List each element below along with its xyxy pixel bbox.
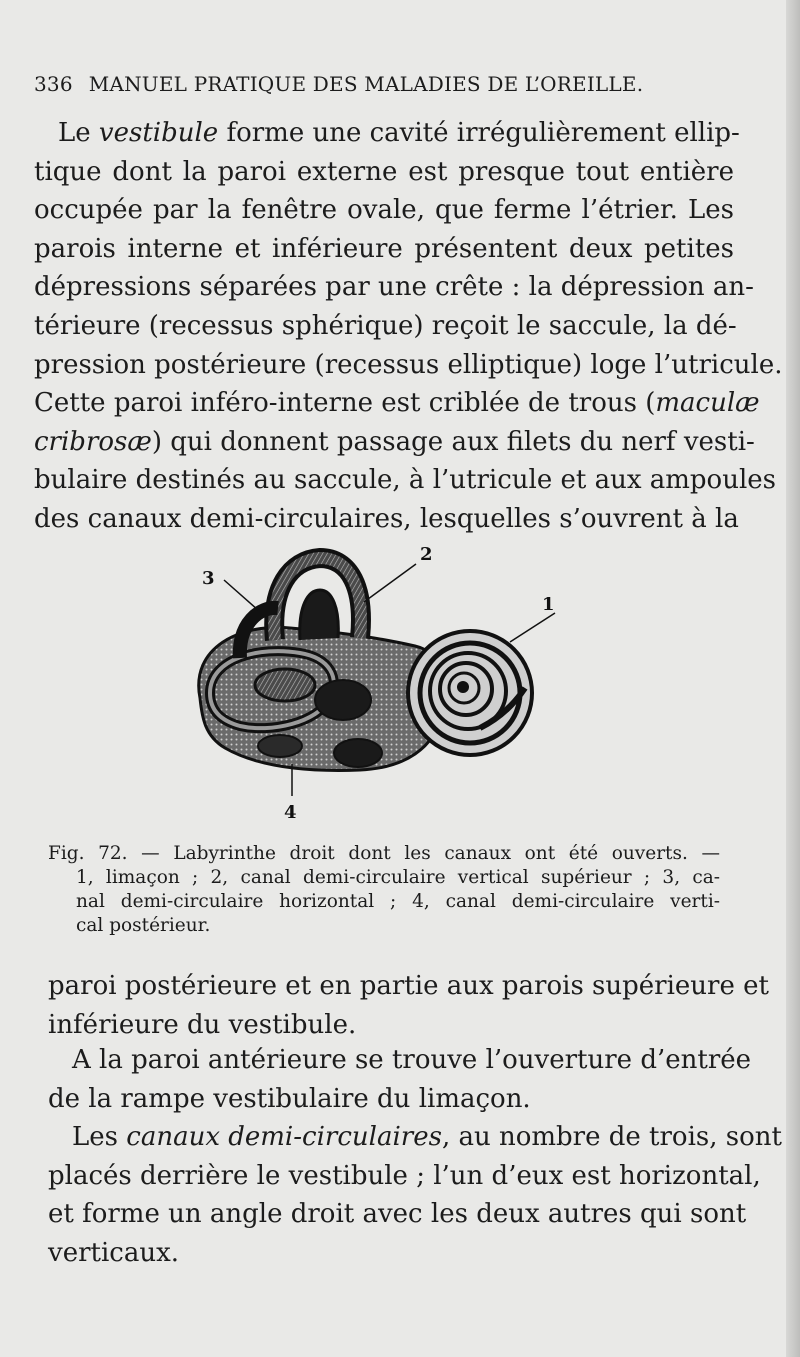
caption-line: Fig. 72. — Labyrinthe droit dont les canaux ont été ouverts. — [48,843,720,864]
figure-caption [48,842,720,938]
page-edge-shadow [786,0,800,1357]
labyrinth-illustration [180,528,560,828]
text-line: Les canaux demi-circulaires, au nombre de trois, sont [72,1122,782,1152]
text-line: placés derrière le vestibule ; l’un d’eux est horizontal, [48,1160,761,1191]
running-title: MANUEL PRATIQUE DES MALADIES DE L’OREILLE. [88,72,644,96]
figure-label-3: 3 [202,568,215,589]
caption-line: 1, limaçon ; 2, canal demi-circulaire vertical supérieur ; 3, ca- [76,867,720,888]
caption-line: nal demi-circulaire horizontal ; 4, canal demi-circulaire verti- [76,891,720,912]
paragraph-anterior-wall [48,1041,752,1118]
running-header [34,72,684,96]
text-line: tique dont la paroi externe est presque tout entière [34,156,734,187]
text-line: dépressions séparées par une crête : la dépression an- [34,272,754,303]
paragraph-semicircular-canals [48,1118,782,1272]
text-line: A la paroi antérieure se trouve l’ouverture d’entrée [72,1045,752,1075]
text-line: occupée par la fenêtre ovale, que ferme l’étrier. Les [34,195,734,226]
figure-label-1: 1 [542,594,555,615]
text-line: Le vestibule forme une cavité irrégulièrement ellip- [58,118,740,148]
text-line: et forme un angle droit avec les deux autres qui sont [48,1199,747,1230]
text-line: verticaux. [48,1237,180,1268]
page-number: 336 [34,72,73,96]
figure-label-2: 2 [420,544,433,565]
text-line: de la rampe vestibulaire du limaçon. [48,1083,531,1114]
text-line: térieure (recessus sphérique) reçoit le saccule, la dé- [34,310,737,341]
text-line: inférieure du vestibule. [48,1009,357,1040]
text-line: pression postérieure (recessus elliptique) loge l’utricule. [34,349,783,380]
text-line: cribrosæ) qui donnent passage aux filets du nerf vesti- [34,426,755,457]
text-line: bulaire destinés au saccule, à l’utricule et aux ampoules [34,465,777,496]
text-line: parois interne et inférieure présentent deux petites [34,233,734,264]
paragraph-vestibule [34,114,783,539]
text-line: Cette paroi inféro-interne est criblée de trous (maculæ [34,388,760,419]
labyrinth-figure [180,528,560,828]
paragraph-continuation [48,967,769,1044]
figure-label-4: 4 [284,802,297,823]
caption-line: cal postérieur. [76,915,211,936]
text-line: paroi postérieure et en partie aux parois supérieure et [48,971,769,1001]
text-line: des canaux demi-circulaires, lesquelles s’ouvrent à la [34,503,739,534]
